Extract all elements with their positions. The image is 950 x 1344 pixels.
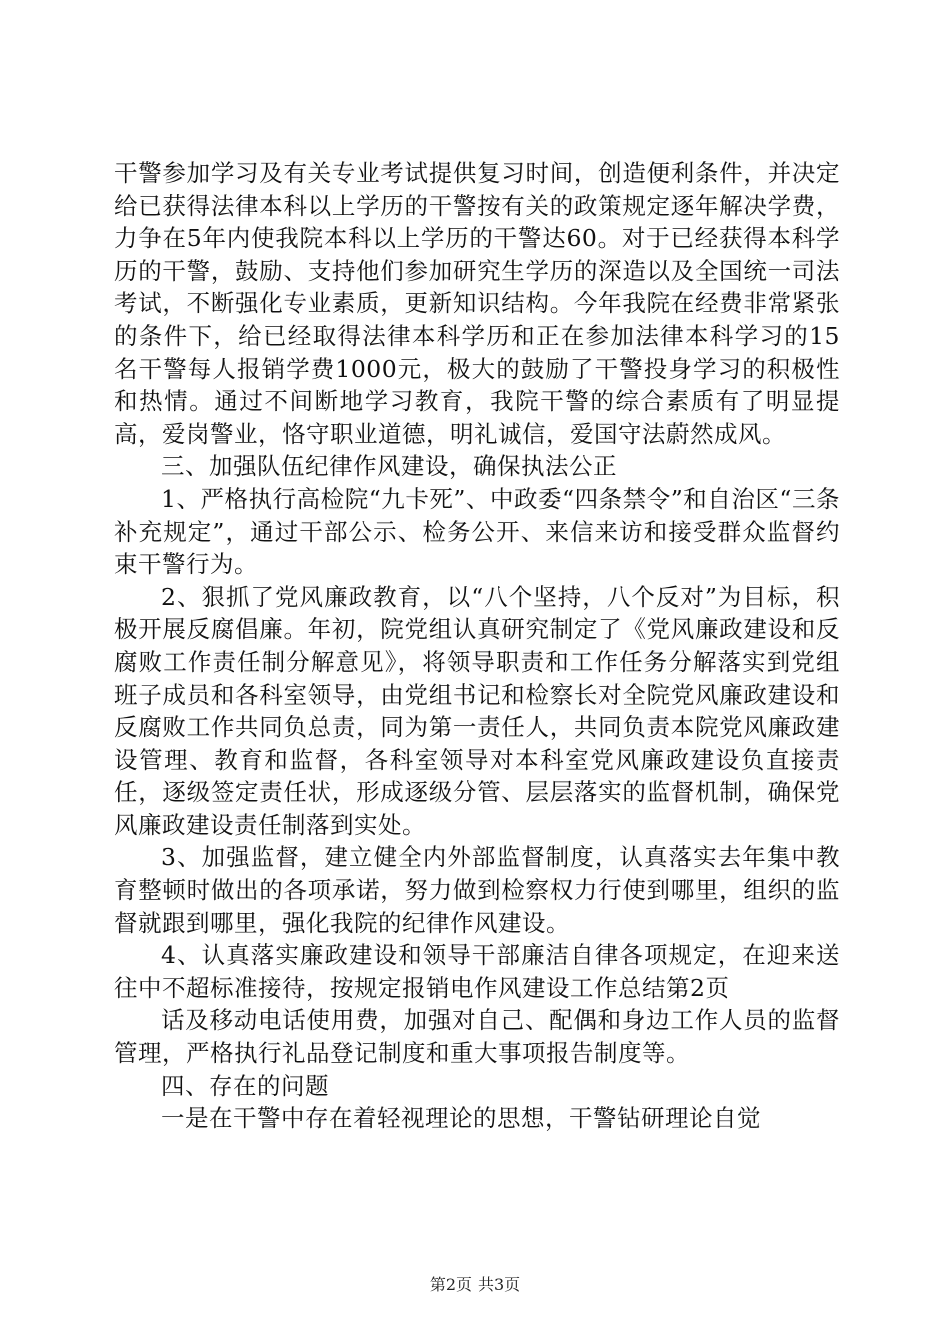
paragraph-item-3: 3、加强监督，建立健全内外部监督制度，认真落实去年集中教育整顿时做出的各项承诺，努力做到检察权力行使到哪里，组织的监督就跟到哪里，强化我院的纪律作风建设。: [114, 843, 840, 937]
paragraph-item-4-continued: 话及移动电话使用费，加强对自己、配偶和身边工作人员的监督管理，严格执行礼品登记制度和重大事项报告制度等。: [114, 1006, 840, 1068]
page-number: 第2页: [429, 1275, 472, 1294]
document-body: [114, 157, 840, 1135]
page-total: 共3页: [478, 1275, 521, 1294]
paragraph-study-support: 干警参加学习及有关专业考试提供复习时间，创造便利条件，并决定给已获得法律本科以上学历的干警按有关的政策规定逐年解决学费，力争在5年内使我院本科以上学历的干警达60。对于已经获得本科学历的干警，鼓励、支持他们参加研究生学历的深造以及全国统一司法考试，不断强化专业素质，更新知识结构。今年我院在经费非常紧张的条件下，给已经取得法律本科学历和正在参加法律本科学习的15名干警每人报销学费1000元，极大的鼓励了干警投身学习的积极性和热情。通过不间断地学习教育，我院干警的综合素质有了明显提高，爱岗警业，恪守职业道德，明礼诚信，爱国守法蔚然成风。: [114, 159, 840, 448]
section-heading-problems: 四、存在的问题: [161, 1071, 329, 1100]
paragraph-item-1: 1、严格执行高检院“九卡死”、中政委“四条禁令”和自治区“三条补充规定”，通过干部公示、检务公开、来信来访和接受群众监督约束干警行为。: [114, 484, 840, 579]
paragraph-item-4: 4、认真落实廉政建设和领导干部廉洁自律各项规定，在迎来送往中不超标准接待，按规定报销电作风建设工作总结第2页: [114, 941, 840, 1002]
section-heading-discipline: 三、加强队伍纪律作风建设，确保执法公正: [161, 452, 617, 481]
page-footer: [0, 1272, 950, 1295]
paragraph-problem-1: 一是在干警中存在着轻视理论的思想，干警钻研理论自觉: [161, 1104, 761, 1133]
paragraph-item-2: 2、狠抓了党风廉政教育，以“八个坚持，八个反对”为目标，积极开展反腐倡廉。年初，院党组认真研究制定了《党风廉政建设和反腐败工作责任制分解意见》，将领导职责和工作任务分解落实到党组班子成员和各科室领导，由党组书记和检察长对全院党风廉政建设和反腐败工作共同负总责，同为第一责任人，共同负责本院党风廉政建设管理、教育和监督，各科室领导对本科室党风廉政建设负直接责任，逐级签定责任状，形成逐级分管、层层落实的监督机制，确保党风廉政建设责任制落到实处。: [114, 582, 840, 839]
